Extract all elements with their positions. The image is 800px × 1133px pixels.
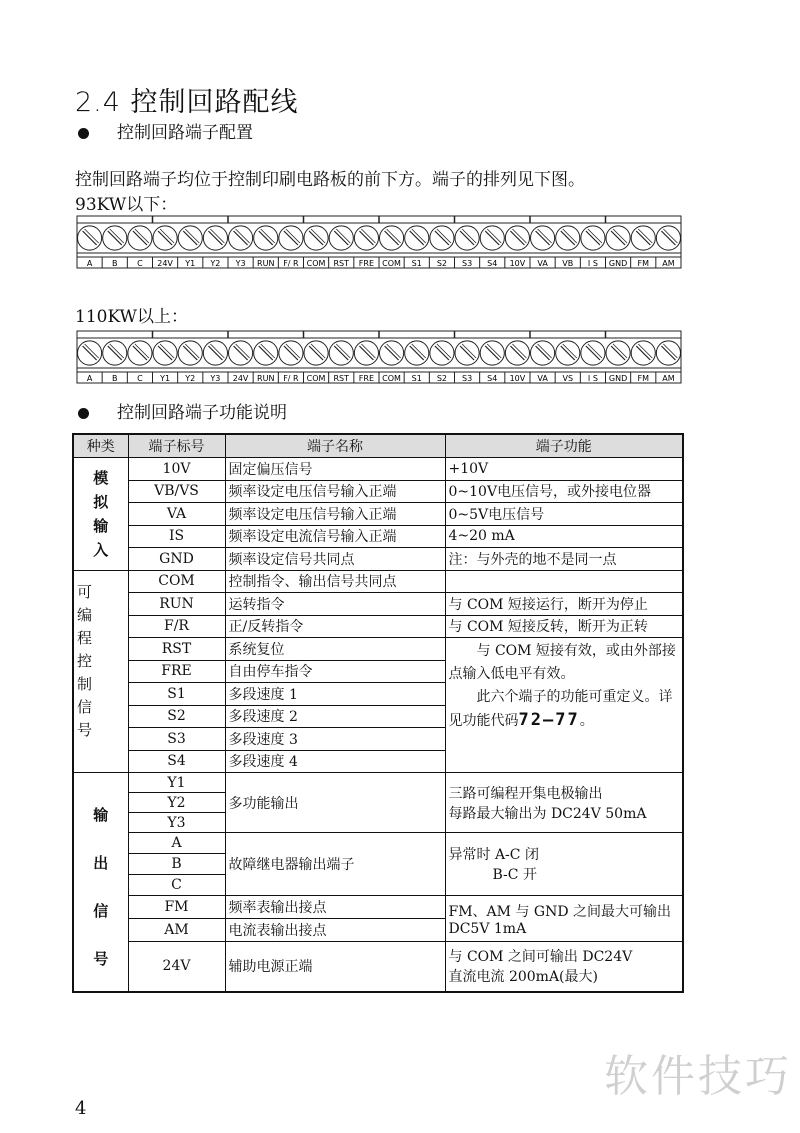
screw-slot bbox=[359, 231, 373, 245]
function-24v bbox=[445, 942, 683, 992]
terminal-24v: 24V bbox=[128, 942, 225, 992]
terminal-label: C bbox=[137, 259, 143, 268]
section-title: 2.4 控制回路配线 bbox=[75, 87, 299, 118]
terminal-name: 控制指令、输出信号共同点 bbox=[225, 570, 445, 593]
screw-slot bbox=[636, 231, 650, 245]
screw-slot bbox=[286, 344, 300, 358]
screw-slot bbox=[83, 346, 97, 360]
screw-slot bbox=[110, 229, 124, 243]
category-programmable-label: 可编程控制信号 bbox=[77, 582, 93, 739]
screw-slot bbox=[185, 344, 199, 358]
terminal-label: S2 bbox=[436, 259, 448, 268]
terminal-label: RUN bbox=[128, 593, 225, 616]
screw-slot bbox=[133, 346, 147, 360]
terminal-label: Y1 bbox=[160, 374, 171, 383]
screw-slot bbox=[236, 229, 250, 243]
screw-slot bbox=[485, 231, 499, 245]
function-text: 。 bbox=[579, 713, 594, 729]
function-line: 每路最大输出为 DC24V 50mA bbox=[448, 805, 647, 822]
terminal-label: S1 bbox=[128, 683, 225, 706]
table-header bbox=[73, 434, 683, 458]
screw-slot bbox=[613, 229, 627, 243]
terminal-name: 频率设定电流信号输入正端 bbox=[225, 525, 445, 548]
table-row bbox=[73, 570, 683, 593]
screw-slot bbox=[586, 231, 600, 245]
screw-slot bbox=[286, 229, 300, 243]
terminal-label: Y3 bbox=[210, 374, 221, 383]
screw-slot bbox=[160, 229, 174, 243]
terminal-label: 10V bbox=[509, 374, 526, 383]
terminal-label: F/ R bbox=[283, 374, 299, 383]
table-row bbox=[73, 593, 683, 616]
terminal-label: FM bbox=[637, 259, 650, 268]
screw-slot bbox=[261, 229, 275, 243]
screw-slot bbox=[588, 344, 602, 358]
terminal-label: B bbox=[112, 374, 118, 383]
terminal-label: IS bbox=[128, 525, 225, 548]
screw-slot bbox=[208, 346, 222, 360]
screw-slot bbox=[437, 344, 451, 358]
screw-slot bbox=[336, 229, 350, 243]
terminal-name: 多段速度 2 bbox=[225, 705, 445, 728]
screw-slot bbox=[510, 346, 524, 360]
table-row bbox=[73, 458, 683, 481]
screw-slot bbox=[485, 346, 499, 360]
terminal-name: 多段速度 4 bbox=[225, 750, 445, 773]
screw-slot bbox=[284, 346, 298, 360]
terminal-strip-93kw bbox=[76, 215, 684, 269]
screw-slot bbox=[538, 229, 552, 243]
name-fault-relay: 故障继电器输出端子 bbox=[225, 833, 445, 896]
name-24v: 辅助电源正端 bbox=[225, 942, 445, 992]
category-output-label: 输出信号 bbox=[93, 805, 109, 968]
screw-slot bbox=[462, 229, 476, 243]
screw-slot bbox=[613, 344, 627, 358]
terminal-label: S3 bbox=[461, 259, 473, 268]
screw-slot bbox=[536, 346, 550, 360]
screw-slot bbox=[561, 346, 575, 360]
screw-slot bbox=[334, 346, 348, 360]
screw-slot bbox=[135, 344, 149, 358]
table-row bbox=[73, 615, 683, 638]
screw-slot bbox=[437, 229, 451, 243]
terminal-label: C bbox=[137, 374, 143, 383]
screw-slot bbox=[638, 229, 652, 243]
terminal-label: COM bbox=[306, 259, 326, 268]
function-code: 72—77 bbox=[518, 710, 580, 730]
subheading: 控制回路端子功能说明 bbox=[117, 403, 287, 423]
screw-slot bbox=[83, 231, 97, 245]
bullet-terminal-function bbox=[78, 398, 287, 423]
screw-slot bbox=[133, 231, 147, 245]
function-line: B-C 开 bbox=[492, 867, 537, 883]
screw-slot bbox=[110, 344, 124, 358]
terminal-c: C bbox=[128, 875, 225, 896]
terminal-label: 10V bbox=[128, 458, 225, 481]
table-row bbox=[73, 480, 683, 503]
screw-slot bbox=[183, 231, 197, 245]
screw-slot bbox=[185, 229, 199, 243]
terminal-label: Y2 bbox=[185, 374, 196, 383]
screw-slot bbox=[661, 231, 675, 245]
terminal-label: Y3 bbox=[235, 259, 246, 268]
header-name: 端子名称 bbox=[225, 434, 445, 458]
screw-slot bbox=[361, 229, 375, 243]
screw-slot bbox=[261, 344, 275, 358]
terminal-label: RUN bbox=[257, 259, 275, 268]
screw-slot bbox=[563, 344, 577, 358]
screw-slot bbox=[563, 229, 577, 243]
screw-slot bbox=[158, 231, 172, 245]
screw-slot bbox=[412, 344, 426, 358]
terminal-name: 频率设定电压信号输入正端 bbox=[225, 480, 445, 503]
terminal-label: S4 bbox=[128, 750, 225, 773]
terminal-label: GND bbox=[608, 259, 628, 268]
terminal-label: F/R bbox=[128, 615, 225, 638]
terminal-function: 0~5V电压信号 bbox=[445, 503, 683, 526]
screw-slot bbox=[536, 231, 550, 245]
screw-slot bbox=[334, 231, 348, 245]
terminal-label: AM bbox=[662, 374, 675, 383]
screw-slot bbox=[108, 231, 122, 245]
terminal-label: FM bbox=[637, 374, 650, 383]
function-line: 三路可编程开集电极输出 bbox=[448, 785, 603, 802]
terminal-y1: Y1 bbox=[128, 773, 225, 793]
terminal-name: 频率设定电压信号输入正端 bbox=[225, 503, 445, 526]
screw-slot bbox=[460, 231, 474, 245]
terminal-label: F/ R bbox=[283, 259, 299, 268]
screw-slot bbox=[234, 346, 248, 360]
screw-slot bbox=[336, 344, 350, 358]
table-row bbox=[73, 503, 683, 526]
screw-slot bbox=[85, 344, 99, 358]
terminal-label: Y1 bbox=[185, 259, 196, 268]
terminal-function bbox=[445, 570, 683, 593]
function-line: 直流电流 200mA(最大) bbox=[448, 969, 598, 986]
screw-slot bbox=[538, 344, 552, 358]
function-line: 异常时 A-C 闭 bbox=[448, 847, 539, 863]
function-line: 与 COM 之间可输出 DC24V bbox=[448, 949, 633, 966]
terminal-function: 注：与外壳的地不是同一点 bbox=[445, 548, 683, 571]
terminal-label: S2 bbox=[436, 374, 448, 383]
screw-slot bbox=[512, 344, 526, 358]
terminal-label: S3 bbox=[461, 374, 473, 383]
terminal-label: VA bbox=[537, 259, 548, 268]
screw-slot bbox=[210, 229, 224, 243]
terminal-label: VS bbox=[562, 374, 574, 383]
terminal-label: S4 bbox=[487, 374, 498, 383]
terminal-strip-110kw bbox=[76, 330, 684, 384]
screw-slot bbox=[284, 231, 298, 245]
terminal-name: 正/反转指令 bbox=[225, 615, 445, 638]
terminal-name: 多段速度 3 bbox=[225, 728, 445, 751]
category-analog bbox=[73, 458, 128, 571]
screw-slot bbox=[460, 346, 474, 360]
terminal-label: RST bbox=[333, 374, 350, 383]
screw-slot bbox=[663, 344, 677, 358]
header-function: 端子功能 bbox=[445, 434, 683, 458]
terminal-label: VA bbox=[128, 503, 225, 526]
screw-slot bbox=[387, 344, 401, 358]
screw-slot bbox=[259, 346, 273, 360]
category-programmable bbox=[73, 570, 128, 773]
bullet-terminal-config bbox=[78, 118, 253, 143]
screw-slot bbox=[234, 231, 248, 245]
terminal-label: RUN bbox=[257, 374, 275, 383]
screw-slot bbox=[410, 231, 424, 245]
terminal-b: B bbox=[128, 854, 225, 875]
category-output bbox=[73, 773, 128, 992]
header-terminal: 端子标号 bbox=[128, 434, 225, 458]
screw-slot bbox=[512, 229, 526, 243]
table-row bbox=[73, 548, 683, 571]
terminal-name: 频率设定信号共同点 bbox=[225, 548, 445, 571]
screw-slot bbox=[663, 229, 677, 243]
terminal-label: I S bbox=[587, 374, 598, 383]
screw-slot bbox=[510, 231, 524, 245]
terminal-label: VB/VS bbox=[128, 480, 225, 503]
terminal-function: 与 COM 短接运行，断开为停止 bbox=[445, 593, 683, 616]
screw-slot bbox=[661, 346, 675, 360]
terminal-label: A bbox=[86, 374, 93, 383]
screw-slot bbox=[586, 346, 600, 360]
terminal-label: GND bbox=[128, 548, 225, 571]
terminal-label: VB bbox=[562, 259, 574, 268]
screw-slot bbox=[236, 344, 250, 358]
screw-slot bbox=[385, 231, 399, 245]
screw-slot bbox=[611, 231, 625, 245]
screw-slot bbox=[158, 346, 172, 360]
function-line bbox=[449, 686, 680, 733]
terminal-label: COM bbox=[306, 374, 326, 383]
page-number: 4 bbox=[75, 1098, 87, 1119]
screw-slot bbox=[160, 344, 174, 358]
terminal-label: A bbox=[86, 259, 93, 268]
terminal-label: COM bbox=[382, 374, 401, 383]
name-fm: 频率表输出接点 bbox=[225, 896, 445, 919]
terminal-function-table bbox=[72, 433, 684, 993]
name-multi-output: 多功能输出 bbox=[225, 773, 445, 833]
terminal-name: 多段速度 1 bbox=[225, 683, 445, 706]
table-row bbox=[73, 525, 683, 548]
terminal-label: 10V bbox=[509, 259, 526, 268]
screw-slot bbox=[487, 344, 501, 358]
terminal-function: 4~20 mA bbox=[445, 525, 683, 548]
terminal-label: S4 bbox=[487, 259, 498, 268]
terminal-fm: FM bbox=[128, 896, 225, 919]
terminal-label: S2 bbox=[128, 705, 225, 728]
screw-slot bbox=[259, 231, 273, 245]
function-multi-output bbox=[445, 773, 683, 833]
screw-slot bbox=[611, 346, 625, 360]
screw-slot bbox=[435, 231, 449, 245]
screw-slot bbox=[385, 346, 399, 360]
screw-slot bbox=[638, 344, 652, 358]
screw-slot bbox=[210, 344, 224, 358]
terminal-a: A bbox=[128, 833, 225, 854]
terminal-y3: Y3 bbox=[128, 813, 225, 833]
screw-slot bbox=[435, 346, 449, 360]
terminal-am: AM bbox=[128, 919, 225, 942]
terminal-label: 24V bbox=[232, 374, 249, 383]
table-row bbox=[73, 638, 683, 661]
screw-slot bbox=[387, 229, 401, 243]
terminal-y2: Y2 bbox=[128, 793, 225, 813]
terminal-function-multi bbox=[445, 638, 683, 773]
screw-slot bbox=[462, 344, 476, 358]
screw-slot bbox=[359, 346, 373, 360]
header-category: 种类 bbox=[73, 434, 128, 458]
terminal-label: S1 bbox=[411, 259, 422, 268]
screw-slot bbox=[636, 346, 650, 360]
terminal-label: RST bbox=[333, 259, 350, 268]
terminal-name: 自由停车指令 bbox=[225, 660, 445, 683]
terminal-label: Y2 bbox=[210, 259, 221, 268]
screw-slot bbox=[311, 229, 325, 243]
screw-slot bbox=[412, 229, 426, 243]
terminal-label: RST bbox=[128, 638, 225, 661]
terminal-label: FRE bbox=[128, 660, 225, 683]
screw-slot bbox=[108, 346, 122, 360]
terminal-label: I S bbox=[587, 259, 598, 268]
strip1-label: 93KW以下： bbox=[75, 195, 178, 215]
function-text: 此六个端子的功能可重定义。详见功能代码 bbox=[448, 689, 673, 729]
terminal-label: GND bbox=[608, 374, 628, 383]
terminal-function: 0~10V电压信号，或外接电位器 bbox=[445, 480, 683, 503]
watermark: 软件技巧 bbox=[604, 1051, 792, 1102]
screw-slot bbox=[208, 231, 222, 245]
terminal-name: 运转指令 bbox=[225, 593, 445, 616]
terminal-name: 固定偏压信号 bbox=[225, 458, 445, 481]
bullet-icon bbox=[78, 128, 89, 139]
terminal-label: VA bbox=[537, 374, 548, 383]
terminal-label: B bbox=[112, 259, 118, 268]
screw-slot bbox=[588, 229, 602, 243]
subheading: 控制回路端子配置 bbox=[117, 123, 253, 143]
screw-slot bbox=[311, 344, 325, 358]
terminal-label: COM bbox=[382, 259, 401, 268]
terminal-function: +10V bbox=[445, 458, 683, 481]
function-fault-relay bbox=[445, 833, 683, 896]
terminal-label: S1 bbox=[411, 374, 422, 383]
strip2-label: 110KW以上： bbox=[75, 307, 189, 327]
bullet-icon bbox=[78, 408, 89, 419]
screw-slot bbox=[309, 346, 323, 360]
category-analog-label: 模拟输入 bbox=[93, 468, 109, 559]
name-am: 电流表输出接点 bbox=[225, 919, 445, 942]
terminal-label: FRE bbox=[358, 259, 375, 268]
terminal-label: COM bbox=[128, 570, 225, 593]
screw-slot bbox=[487, 229, 501, 243]
screw-slot bbox=[183, 346, 197, 360]
function-line: 与 COM 短接有效，或由外部接点输入低电平有效。 bbox=[448, 643, 676, 682]
terminal-label: AM bbox=[662, 259, 675, 268]
terminal-label: FRE bbox=[358, 374, 375, 383]
terminal-label: S3 bbox=[128, 728, 225, 751]
screw-slot bbox=[135, 229, 149, 243]
function-fm-am: FM、AM 与 GND 之间最大可输出 DC5V 1mA bbox=[445, 896, 683, 942]
screw-slot bbox=[561, 231, 575, 245]
screw-slot bbox=[361, 344, 375, 358]
terminal-label: 24V bbox=[157, 259, 173, 268]
screw-slot bbox=[410, 346, 424, 360]
terminal-name: 系统复位 bbox=[225, 638, 445, 661]
terminal-function: 与 COM 短接反转，断开为正转 bbox=[445, 615, 683, 638]
screw-slot bbox=[85, 229, 99, 243]
intro-text: 控制回路端子均位于控制印刷电路板的前下方。端子的排列见下图。 bbox=[75, 170, 585, 190]
screw-slot bbox=[309, 231, 323, 245]
